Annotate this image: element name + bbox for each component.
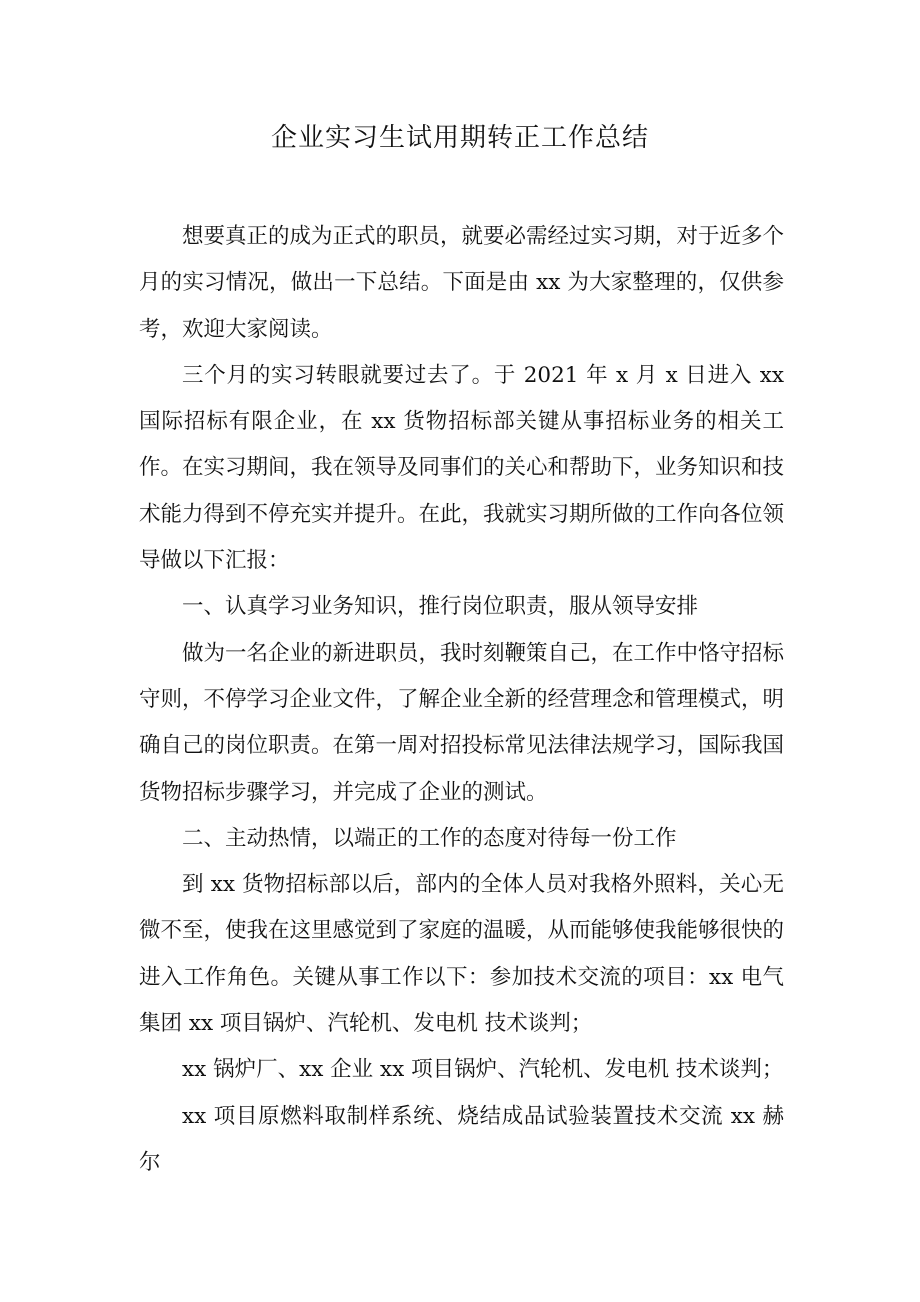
paragraph-overview: 三个月的实习转眼就要过去了。于 2021 年 x 月 x 日进入 xx 国际招标有限企业，在 xx 货物招标部关键从事招标业务的相关工作。在实习期间，我在领导及同事们的关心和帮助下，业务知识和技术能力得到不停充实并提升。在此，我就实习期所做的工作向各位领导做以下汇报： [139, 362, 785, 574]
document-title: 企业实习生试用期转正工作总结 [270, 123, 649, 153]
paragraph-intro: 想要真正的成为正式的职员，就要必需经过实习期，对于近多个月的实习情况，做出一下总结。下面是由 xx 为大家整理的，仅供参考，欢迎大家阅读。 [139, 224, 785, 342]
paragraph-section-2: 到 xx 货物招标部以后，部内的全体人员对我格外照料，关心无微不至，使我在这里感觉到了家庭的温暖，从而能够使我能够很快的进入工作角色。关键从事工作以下：参加技术交流的项目：xx 电气集团 xx 项目锅炉、汽轮机、发电机 技术谈判； [139, 872, 785, 1037]
document-body [139, 214, 784, 1186]
paragraph-section-1: 做为一名企业的新进职员，我时刻鞭策自己，在工作中恪守招标守则，不停学习企业文件，了解企业全新的经营理念和管理模式，明确自己的岗位职责。在第一周对招投标常见法律法规学习，国际我国货物招标步骤学习，并完成了企业的测试。 [139, 640, 785, 805]
section-heading-2: 二、主动热情，以端正的工作的态度对待每一份工作 [182, 825, 677, 851]
paragraph-section-2-item: xx 锅炉厂、xx 企业 xx 项目锅炉、汽轮机、发电机 技术谈判； [182, 1057, 784, 1083]
section-heading-1: 一、认真学习业务知识，推行岗位职责，服从领导安排 [182, 594, 699, 620]
paragraph-section-2-item: xx 项目原燃料取制样系统、烧结成品试验装置技术交流 xx 赫尔 [139, 1103, 784, 1175]
